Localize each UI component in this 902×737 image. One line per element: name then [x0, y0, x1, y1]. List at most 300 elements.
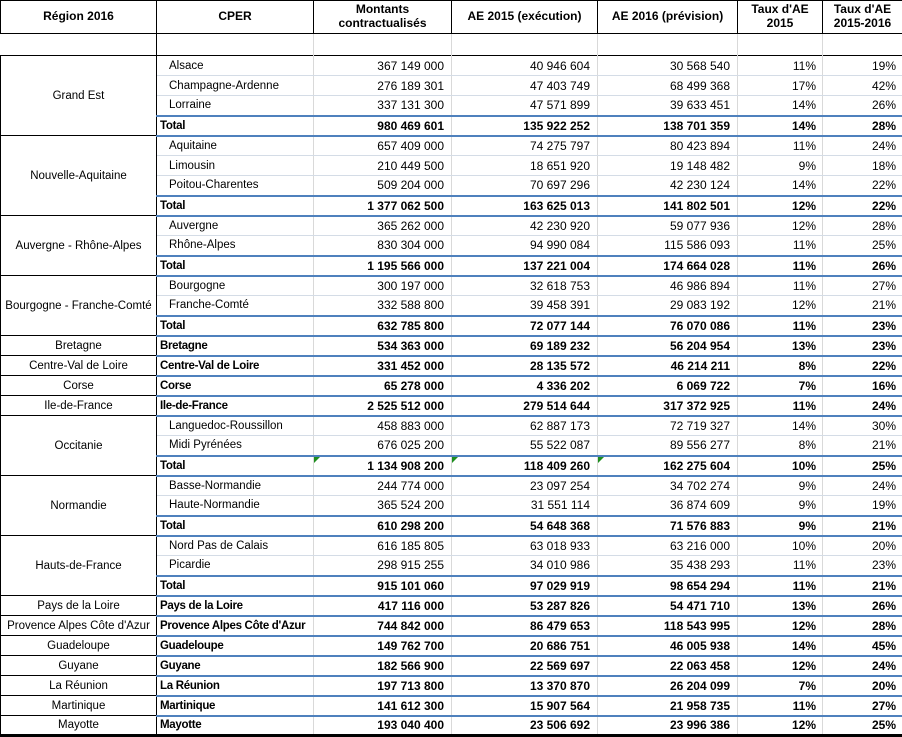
montants-cell[interactable] — [314, 256, 452, 276]
taux-2015-2016-cell[interactable] — [823, 96, 902, 116]
column-header-ae-2015-execution[interactable]: AE 2015 (exécution) — [452, 1, 598, 34]
spacer-cell[interactable] — [314, 34, 452, 56]
cper-cell-text: Aquitaine — [169, 140, 217, 152]
ae2015-cell[interactable] — [452, 636, 598, 656]
spacer-cell[interactable] — [823, 34, 902, 56]
ae2016-cell[interactable] — [598, 236, 738, 256]
cper-cell-text: Total — [160, 260, 185, 272]
taux-2015-2016-cell[interactable] — [823, 356, 902, 376]
taux-2015-2016-cell[interactable] — [823, 136, 902, 156]
ae2016-cell[interactable] — [598, 276, 738, 296]
ae2016-cell[interactable] — [598, 56, 738, 76]
montants-cell-text: 509 204 000 — [377, 178, 444, 192]
montants-cell[interactable] — [314, 416, 452, 436]
region-cell[interactable]: Auvergne - Rhône-Alpes — [1, 216, 157, 276]
montants-cell-text: 1 377 062 500 — [367, 199, 444, 213]
montants-cell[interactable] — [314, 216, 452, 236]
montants-cell[interactable] — [314, 696, 452, 716]
taux-2015-2016-cell-text: 23% — [872, 558, 896, 572]
region-cell[interactable]: Corse — [1, 376, 157, 396]
taux-2015-2016-cell-text: 22% — [872, 359, 896, 373]
taux2015-cell-text: 13% — [792, 339, 816, 353]
taux2015-cell[interactable] — [738, 196, 823, 216]
montants-cell[interactable] — [314, 276, 452, 296]
spacer-cell[interactable] — [452, 34, 598, 56]
ae2016-cell[interactable] — [598, 296, 738, 316]
taux2015-cell[interactable] — [738, 676, 823, 696]
ae2015-cell[interactable] — [452, 576, 598, 596]
cper-cell[interactable] — [157, 616, 314, 636]
ae2015-cell[interactable] — [452, 256, 598, 276]
cper-cell[interactable] — [157, 436, 314, 456]
ae2016-cell-text: 34 702 274 — [670, 479, 730, 493]
ae2016-cell[interactable] — [598, 496, 738, 516]
cper-cell[interactable] — [157, 76, 314, 96]
ae2016-cell-text: 6 069 722 — [677, 379, 730, 393]
montants-cell[interactable] — [314, 716, 452, 736]
table-row — [1, 716, 902, 736]
ae2016-cell[interactable] — [598, 456, 738, 476]
ae2016-cell-text: 21 958 735 — [670, 699, 730, 713]
cper-cell[interactable] — [157, 316, 314, 336]
taux2015-cell[interactable] — [738, 596, 823, 616]
region-cell[interactable]: Grand Est — [1, 56, 157, 136]
taux2015-cell-text: 10% — [792, 459, 816, 473]
ae2015-cell[interactable] — [452, 116, 598, 136]
ae2016-cell[interactable] — [598, 136, 738, 156]
region-cell[interactable]: Bourgogne - Franche-Comté — [1, 276, 157, 336]
ae2016-cell[interactable] — [598, 356, 738, 376]
ae2015-cell-text: 4 336 202 — [537, 379, 590, 393]
cper-cell-text: Mayotte — [160, 719, 201, 731]
montants-cell[interactable] — [314, 496, 452, 516]
cper-cell[interactable] — [157, 116, 314, 136]
taux2015-cell[interactable] — [738, 696, 823, 716]
taux2015-cell-text: 12% — [792, 219, 816, 233]
cper-cell[interactable] — [157, 56, 314, 76]
cper-cell[interactable] — [157, 216, 314, 236]
taux-2015-2016-cell[interactable] — [823, 376, 902, 396]
spacer-cell[interactable] — [738, 34, 823, 56]
table-row — [1, 476, 902, 496]
montants-cell[interactable] — [314, 156, 452, 176]
ae2015-cell[interactable] — [452, 356, 598, 376]
montants-cell[interactable] — [314, 136, 452, 156]
montants-cell[interactable] — [314, 336, 452, 356]
region-cell[interactable]: Provence Alpes Côte d'Azur — [1, 616, 157, 636]
taux2015-cell[interactable] — [738, 416, 823, 436]
taux-2015-2016-cell[interactable] — [823, 216, 902, 236]
cper-cell[interactable] — [157, 396, 314, 416]
montants-cell-text: 1 195 566 000 — [367, 259, 444, 273]
taux2015-cell[interactable] — [738, 276, 823, 296]
taux-2015-2016-cell[interactable] — [823, 656, 902, 676]
taux2015-cell[interactable] — [738, 636, 823, 656]
montants-cell[interactable] — [314, 96, 452, 116]
taux-2015-2016-cell-text: 21% — [872, 579, 896, 593]
column-header-ae-2016-prevision[interactable]: AE 2016 (prévision) — [598, 1, 738, 34]
ae2016-cell[interactable] — [598, 416, 738, 436]
taux-2015-2016-cell[interactable] — [823, 476, 902, 496]
montants-cell[interactable] — [314, 196, 452, 216]
region-cell[interactable]: Martinique — [1, 696, 157, 716]
taux2015-cell[interactable] — [738, 156, 823, 176]
cper-cell[interactable] — [157, 556, 314, 576]
montants-cell[interactable] — [314, 296, 452, 316]
taux2015-cell[interactable] — [738, 316, 823, 336]
cper-cell[interactable] — [157, 196, 314, 216]
taux2015-cell[interactable] — [738, 456, 823, 476]
ae2015-cell[interactable] — [452, 556, 598, 576]
montants-cell-text: 534 363 000 — [377, 339, 444, 353]
taux2015-cell[interactable] — [738, 616, 823, 636]
region-cell[interactable]: Hauts-de-France — [1, 536, 157, 596]
ae2016-cell[interactable] — [598, 576, 738, 596]
cper-cell[interactable] — [157, 476, 314, 496]
table-row — [1, 136, 902, 156]
taux2015-cell[interactable] — [738, 396, 823, 416]
ae2016-cell-text: 39 633 451 — [670, 98, 730, 112]
ae2016-cell-text: 118 543 995 — [664, 619, 730, 633]
ae2015-cell[interactable] — [452, 136, 598, 156]
ae2015-cell[interactable] — [452, 96, 598, 116]
taux-2015-2016-cell[interactable] — [823, 636, 902, 656]
cper-cell[interactable] — [157, 236, 314, 256]
montants-cell-text: 141 612 300 — [377, 699, 444, 713]
taux2015-cell-text: 14% — [792, 419, 816, 433]
region-cell[interactable]: Nouvelle-Aquitaine — [1, 136, 157, 216]
cper-cell[interactable] — [157, 496, 314, 516]
ae2015-cell[interactable] — [452, 156, 598, 176]
montants-cell[interactable] — [314, 556, 452, 576]
taux-2015-2016-cell[interactable] — [823, 436, 902, 456]
ae2015-cell-text: 70 697 296 — [530, 178, 590, 192]
ae2015-cell[interactable] — [452, 56, 598, 76]
taux-2015-2016-cell[interactable] — [823, 416, 902, 436]
column-header-taux-ae-2015-2016[interactable]: Taux d'AE 2015-2016 — [823, 1, 902, 34]
taux2015-cell[interactable] — [738, 516, 823, 536]
ae2015-cell[interactable] — [452, 496, 598, 516]
taux-2015-2016-cell[interactable] — [823, 716, 902, 736]
ae2015-cell[interactable] — [452, 616, 598, 636]
taux-2015-2016-cell[interactable] — [823, 576, 902, 596]
ae2016-cell-text: 23 996 386 — [670, 718, 730, 732]
taux-2015-2016-cell-text: 19% — [872, 59, 896, 73]
region-cell[interactable]: Pays de la Loire — [1, 596, 157, 616]
montants-cell[interactable] — [314, 396, 452, 416]
ae2016-cell[interactable] — [598, 636, 738, 656]
cper-cell[interactable] — [157, 296, 314, 316]
ae2016-cell[interactable] — [598, 96, 738, 116]
cper-cell[interactable] — [157, 676, 314, 696]
ae2016-cell[interactable] — [598, 176, 738, 196]
ae2015-cell-text: 86 479 653 — [530, 619, 590, 633]
taux2015-cell[interactable] — [738, 576, 823, 596]
taux-2015-2016-cell[interactable] — [823, 536, 902, 556]
taux2015-cell[interactable] — [738, 296, 823, 316]
region-cell[interactable]: Guyane — [1, 656, 157, 676]
spacer-cell[interactable] — [157, 34, 314, 56]
ae2016-cell-text: 46 986 894 — [670, 279, 730, 293]
table-row — [1, 696, 902, 716]
taux2015-cell[interactable] — [738, 336, 823, 356]
region-cell[interactable]: Occitanie — [1, 416, 157, 476]
cper-cell[interactable] — [157, 456, 314, 476]
ae2015-cell[interactable] — [452, 536, 598, 556]
ae2015-cell[interactable] — [452, 696, 598, 716]
montants-cell[interactable] — [314, 636, 452, 656]
taux2015-cell[interactable] — [738, 216, 823, 236]
cper-cell-text: Poitou-Charentes — [169, 179, 259, 191]
region-cell[interactable]: La Réunion — [1, 676, 157, 696]
cper-cell[interactable] — [157, 536, 314, 556]
taux2015-cell-text: 11% — [793, 558, 816, 572]
taux-2015-2016-cell[interactable] — [823, 556, 902, 576]
taux2015-cell[interactable] — [738, 476, 823, 496]
cper-cell[interactable] — [157, 156, 314, 176]
ae2015-cell[interactable] — [452, 436, 598, 456]
montants-cell[interactable] — [314, 436, 452, 456]
montants-cell[interactable] — [314, 236, 452, 256]
ae2016-cell[interactable] — [598, 716, 738, 736]
montants-cell-text: 367 149 000 — [377, 59, 444, 73]
ae2015-cell[interactable] — [452, 196, 598, 216]
montants-cell[interactable] — [314, 56, 452, 76]
spacer-cell[interactable] — [598, 34, 738, 56]
cper-cell[interactable] — [157, 376, 314, 396]
ae2016-cell[interactable] — [598, 536, 738, 556]
taux2015-cell[interactable] — [738, 436, 823, 456]
ae2016-cell[interactable] — [598, 476, 738, 496]
montants-cell[interactable] — [314, 456, 452, 476]
taux-2015-2016-cell[interactable] — [823, 76, 902, 96]
ae2016-cell[interactable] — [598, 376, 738, 396]
ae2015-cell[interactable] — [452, 416, 598, 436]
ae2016-cell[interactable] — [598, 396, 738, 416]
taux-2015-2016-cell[interactable] — [823, 336, 902, 356]
montants-cell[interactable] — [314, 116, 452, 136]
montants-cell[interactable] — [314, 656, 452, 676]
ae2015-cell-text: 47 403 749 — [530, 79, 590, 93]
montants-cell[interactable] — [314, 576, 452, 596]
ae2016-cell[interactable] — [598, 216, 738, 236]
region-cell[interactable]: Centre-Val de Loire — [1, 356, 157, 376]
taux-2015-2016-cell[interactable] — [823, 196, 902, 216]
taux-2015-2016-cell[interactable] — [823, 316, 902, 336]
cper-cell[interactable] — [157, 336, 314, 356]
cper-cell[interactable] — [157, 356, 314, 376]
cper-cell[interactable] — [157, 276, 314, 296]
spacer-cell[interactable] — [1, 34, 157, 56]
montants-cell[interactable] — [314, 376, 452, 396]
ae2016-cell[interactable] — [598, 336, 738, 356]
ae2016-cell-text: 54 471 710 — [670, 599, 730, 613]
taux-2015-2016-cell[interactable] — [823, 256, 902, 276]
ae2015-cell[interactable] — [452, 656, 598, 676]
ae2015-cell[interactable] — [452, 476, 598, 496]
ae2015-cell-text: 54 648 368 — [530, 519, 590, 533]
ae2015-cell[interactable] — [452, 276, 598, 296]
ae2015-cell[interactable] — [452, 676, 598, 696]
taux-2015-2016-cell[interactable] — [823, 596, 902, 616]
ae2015-cell[interactable] — [452, 456, 598, 476]
taux-2015-2016-cell[interactable] — [823, 516, 902, 536]
ae2015-cell-text: 34 010 986 — [530, 558, 590, 572]
taux2015-cell[interactable] — [738, 356, 823, 376]
cper-cell[interactable] — [157, 696, 314, 716]
taux-2015-2016-cell[interactable] — [823, 236, 902, 256]
region-cell[interactable]: Normandie — [1, 476, 157, 536]
ae2016-cell[interactable] — [598, 596, 738, 616]
taux-2015-2016-cell[interactable] — [823, 56, 902, 76]
ae2016-cell[interactable] — [598, 196, 738, 216]
taux2015-cell[interactable] — [738, 256, 823, 276]
table-row — [1, 656, 902, 676]
montants-cell-text: 244 774 000 — [377, 479, 444, 493]
region-cell[interactable]: Ile-de-France — [1, 396, 157, 416]
cper-cell-text: Total — [160, 200, 185, 212]
taux-2015-2016-cell[interactable] — [823, 456, 902, 476]
ae2016-cell[interactable] — [598, 516, 738, 536]
taux2015-cell-text: 12% — [792, 659, 816, 673]
taux-2015-2016-cell[interactable] — [823, 296, 902, 316]
cper-cell-text: Basse-Normandie — [169, 480, 261, 492]
taux-2015-2016-cell-text: 24% — [872, 659, 896, 673]
cper-cell-text: Total — [160, 460, 185, 472]
region-cell[interactable]: Bretagne — [1, 336, 157, 356]
column-header-region-2016[interactable]: Région 2016 — [1, 1, 157, 34]
ae2016-cell[interactable] — [598, 436, 738, 456]
ae2016-cell[interactable] — [598, 696, 738, 716]
taux-2015-2016-cell[interactable] — [823, 156, 902, 176]
montants-cell[interactable] — [314, 476, 452, 496]
taux2015-cell-text: 14% — [792, 178, 816, 192]
taux2015-cell[interactable] — [738, 496, 823, 516]
taux-2015-2016-cell[interactable] — [823, 276, 902, 296]
ae2015-cell[interactable] — [452, 716, 598, 736]
taux-2015-2016-cell[interactable] — [823, 396, 902, 416]
ae2015-cell[interactable] — [452, 216, 598, 236]
taux2015-cell[interactable] — [738, 176, 823, 196]
montants-cell[interactable] — [314, 536, 452, 556]
ae2016-cell[interactable] — [598, 616, 738, 636]
ae2015-cell[interactable] — [452, 76, 598, 96]
ae2016-cell-text: 89 556 277 — [670, 438, 730, 452]
taux-2015-2016-cell[interactable] — [823, 496, 902, 516]
cper-cell-text: Total — [160, 580, 185, 592]
cper-cell-text: Centre-Val de Loire — [160, 360, 259, 372]
ae2015-cell[interactable] — [452, 176, 598, 196]
taux-2015-2016-cell[interactable] — [823, 696, 902, 716]
taux-2015-2016-cell[interactable] — [823, 616, 902, 636]
taux-2015-2016-cell[interactable] — [823, 176, 902, 196]
ae2015-cell[interactable] — [452, 376, 598, 396]
montants-cell[interactable] — [314, 616, 452, 636]
ae2015-cell[interactable] — [452, 316, 598, 336]
ae2016-cell[interactable] — [598, 556, 738, 576]
taux-2015-2016-cell[interactable] — [823, 116, 902, 136]
taux2015-cell[interactable] — [738, 116, 823, 136]
cper-cell[interactable] — [157, 96, 314, 116]
cper-cell[interactable] — [157, 596, 314, 616]
taux2015-cell[interactable] — [738, 96, 823, 116]
ae2016-cell[interactable] — [598, 156, 738, 176]
taux2015-cell-text: 8% — [799, 438, 816, 452]
column-header-montants-contractualises[interactable]: Montants contractualisés — [314, 1, 452, 34]
montants-cell-text: 2 525 512 000 — [367, 399, 444, 413]
taux2015-cell[interactable] — [738, 656, 823, 676]
cper-cell[interactable] — [157, 716, 314, 736]
ae2015-cell[interactable] — [452, 236, 598, 256]
cper-cell[interactable] — [157, 576, 314, 596]
cper-cell[interactable] — [157, 516, 314, 536]
cper-cell-text: Franche-Comté — [169, 299, 249, 311]
montants-cell[interactable] — [314, 176, 452, 196]
cper-cell[interactable] — [157, 136, 314, 156]
taux2015-cell[interactable] — [738, 76, 823, 96]
region-cell[interactable]: Mayotte — [1, 716, 157, 736]
montants-cell[interactable] — [314, 316, 452, 336]
ae2015-cell[interactable] — [452, 296, 598, 316]
cper-cell[interactable] — [157, 176, 314, 196]
cper-cell-text: Total — [160, 120, 185, 132]
cper-cell[interactable] — [157, 256, 314, 276]
cper-cell[interactable] — [157, 656, 314, 676]
ae2016-cell[interactable] — [598, 656, 738, 676]
ae2015-cell[interactable] — [452, 596, 598, 616]
montants-cell-text: 197 713 800 — [377, 679, 444, 693]
montants-cell-text: 332 588 800 — [377, 298, 444, 312]
cper-cell-text: Corse — [160, 380, 191, 392]
ae2016-cell[interactable] — [598, 116, 738, 136]
taux-2015-2016-cell[interactable] — [823, 676, 902, 696]
taux2015-cell[interactable] — [738, 376, 823, 396]
taux-2015-2016-cell-text: 24% — [872, 139, 896, 153]
taux-2015-2016-cell-text: 16% — [872, 379, 896, 393]
ae2016-cell[interactable] — [598, 76, 738, 96]
taux2015-cell[interactable] — [738, 536, 823, 556]
taux2015-cell[interactable] — [738, 556, 823, 576]
montants-cell[interactable] — [314, 76, 452, 96]
region-cell[interactable]: Guadeloupe — [1, 636, 157, 656]
table-row — [1, 216, 902, 236]
taux2015-cell[interactable] — [738, 236, 823, 256]
montants-cell[interactable] — [314, 356, 452, 376]
taux2015-cell-text: 11% — [793, 699, 816, 713]
montants-cell[interactable] — [314, 516, 452, 536]
montants-cell[interactable] — [314, 596, 452, 616]
ae2016-cell[interactable] — [598, 256, 738, 276]
column-header-taux-ae-2015[interactable]: Taux d'AE 2015 — [738, 1, 823, 34]
ae2015-cell[interactable] — [452, 396, 598, 416]
taux2015-cell[interactable] — [738, 56, 823, 76]
montants-cell[interactable] — [314, 676, 452, 696]
cper-cell[interactable] — [157, 636, 314, 656]
ae2015-cell[interactable] — [452, 336, 598, 356]
cper-cell[interactable] — [157, 416, 314, 436]
ae2016-cell-text: 63 216 000 — [670, 539, 730, 553]
column-header-cper[interactable]: CPER — [157, 1, 314, 34]
ae2016-cell[interactable] — [598, 676, 738, 696]
taux2015-cell[interactable] — [738, 136, 823, 156]
table-row — [1, 416, 902, 436]
ae2015-cell[interactable] — [452, 516, 598, 536]
ae2016-cell[interactable] — [598, 316, 738, 336]
taux2015-cell[interactable] — [738, 716, 823, 736]
cper-cell-text: Guyane — [160, 660, 200, 672]
taux2015-cell-text: 13% — [792, 599, 816, 613]
ae2016-cell-text: 30 568 540 — [670, 59, 730, 73]
